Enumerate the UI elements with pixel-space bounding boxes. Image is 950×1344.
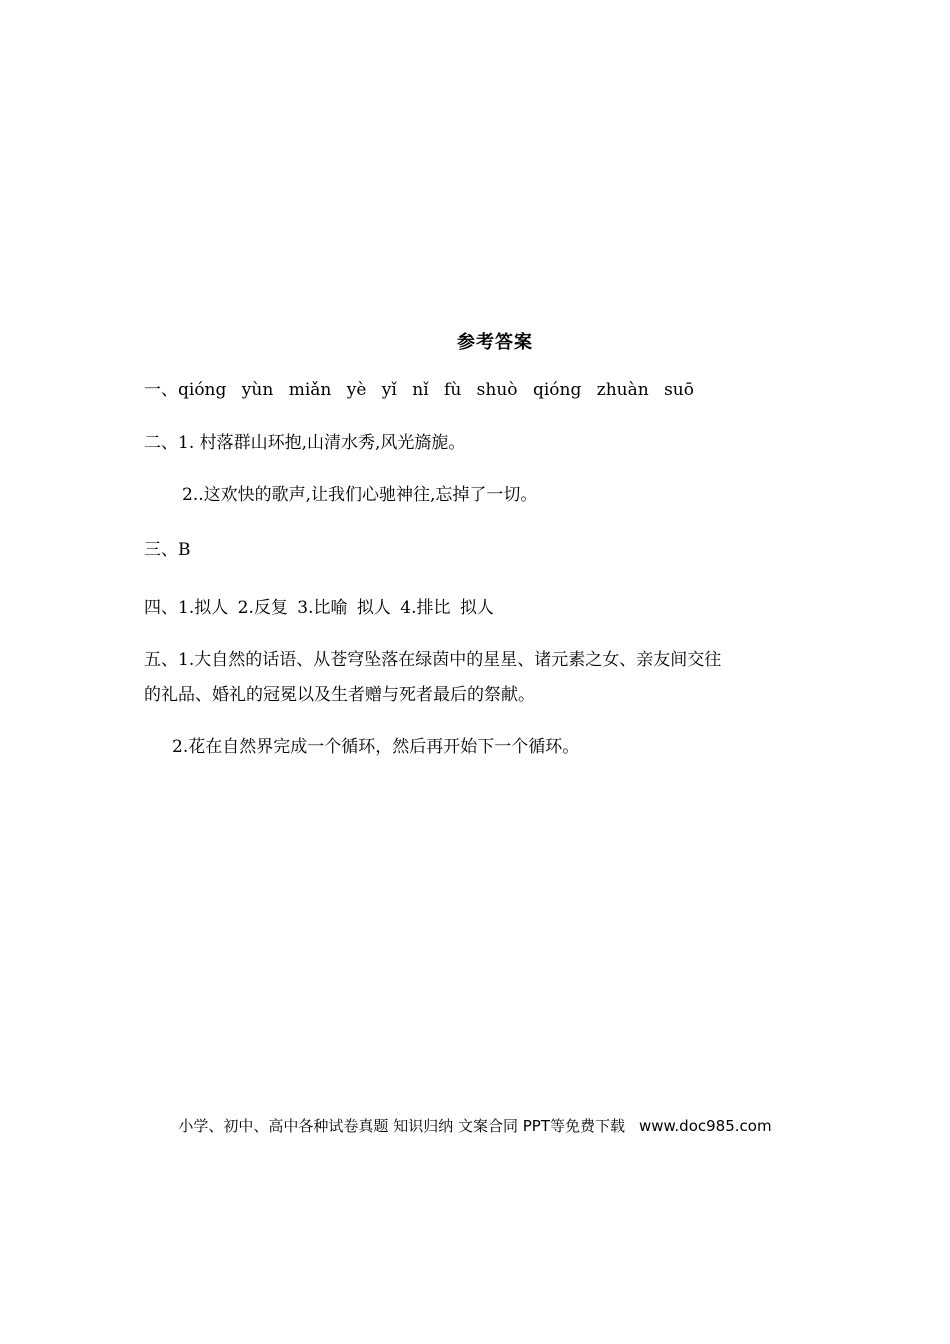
answer-section-5-item-1-line-2: 的礼品、婚礼的冠冕以及生者赠与死者最后的祭献。: [144, 685, 535, 705]
answer-section-2-item-1: 二、1. 村落群山环抱,山清水秀,风光旖旎。: [144, 433, 466, 453]
footer-text: 小学、初中、高中各种试卷真题 知识归纳 文案合同 PPT等免费下载: [178, 1117, 625, 1135]
footer-banner: [0, 1115, 950, 1136]
answer-section-2-item-2: 2..这欢快的歌声,让我们心驰神往,忘掉了一切。: [182, 485, 538, 505]
answer-section-4: 四、1.拟人 2.反复 3.比喻 拟人 4.排比 拟人: [144, 598, 494, 618]
answer-section-5-item-1-line-1: 五、1.大自然的话语、从苍穹坠落在绿茵中的星星、诸元素之女、亲友间交往: [144, 650, 722, 670]
footer-site-link[interactable]: www.doc985.com: [638, 1117, 772, 1135]
page-title: 参考答案: [457, 332, 533, 353]
answer-section-5-item-2: 2.花在自然界完成一个循环，然后再开始下一个循环。: [172, 737, 580, 757]
answer-section-3: 三、B: [144, 540, 191, 560]
answer-section-1-pinyin: 一、qióng yùn miǎn yè yǐ nǐ fù shuò qióng zhuàn suō: [144, 380, 694, 400]
